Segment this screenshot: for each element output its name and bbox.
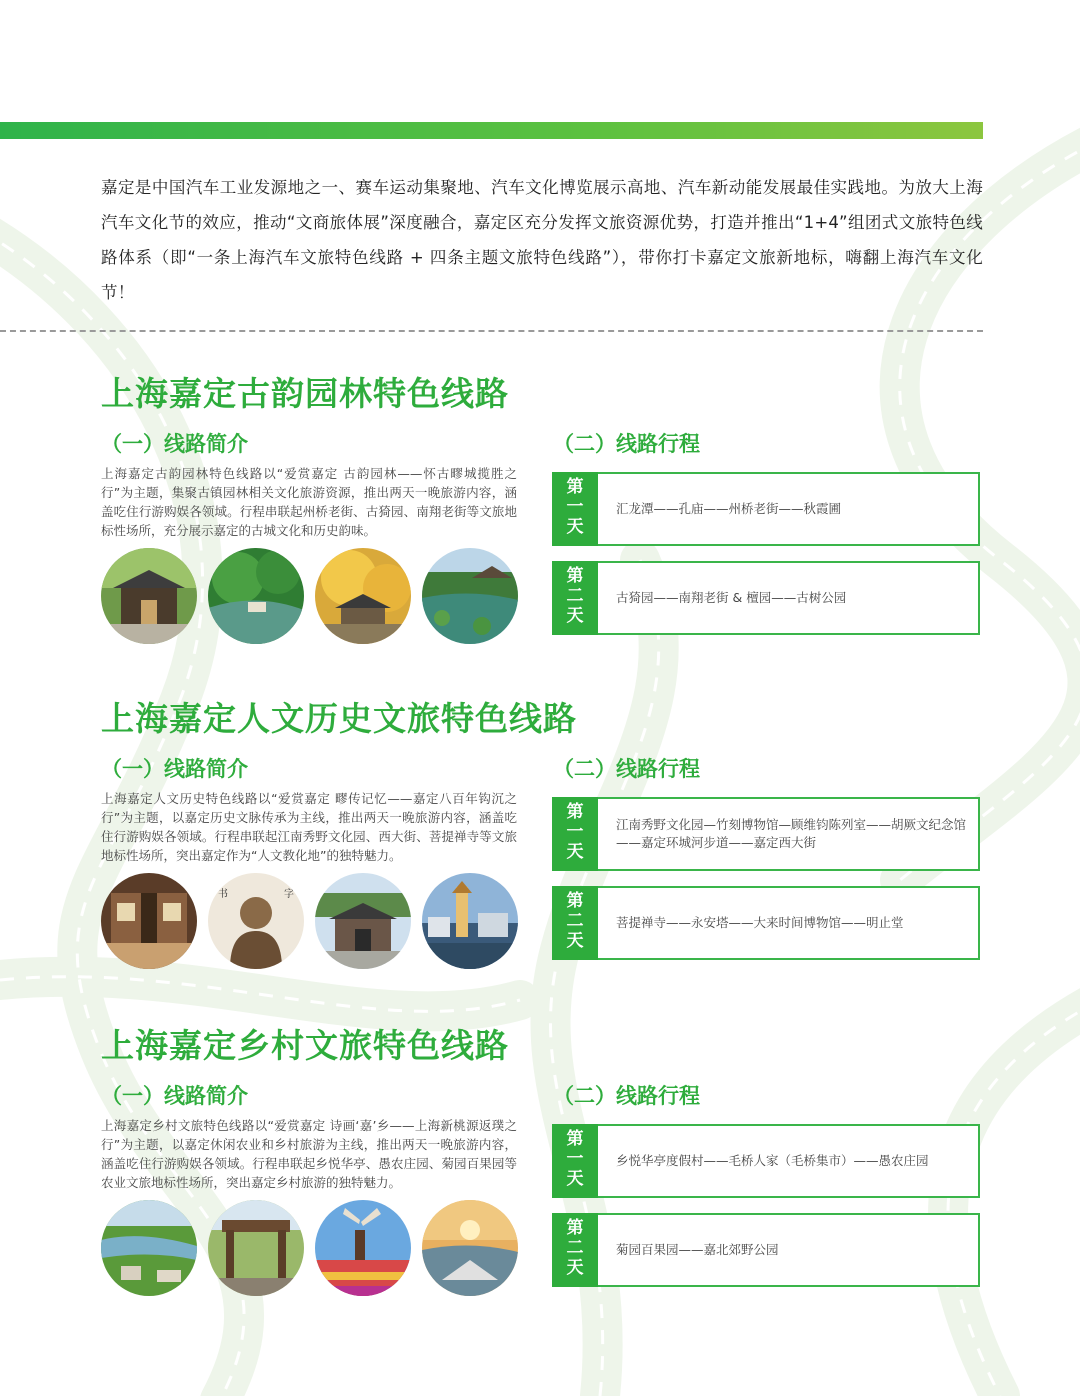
itinerary-day-2 [552, 561, 980, 635]
pagoda-city-photo [422, 873, 518, 969]
route-intro-heading: （一）线路简介 [101, 757, 248, 781]
dashed-divider [0, 330, 983, 332]
day-1-stops: 乡悦华亭度假村——毛桥人家（毛桥集市）——愚农庄园 [616, 1153, 929, 1168]
ginkgo-tree-photo [315, 548, 411, 644]
route-description: 上海嘉定乡村文旅特色线路以“爱赏嘉定 诗画‘嘉’乡——上海新桃源返璞之行”为主题，以嘉定休闲农业和乡村旅游为主线，推出两天一晚旅游内容，涵盖吃住行游购娱各领域。行程串联起乡悦华亭、愚农庄园、菊园百果园等农业文旅地标性场所，突出嘉定乡村旅游的独特魅力。 [101, 1118, 517, 1190]
route-description: 上海嘉定古韵园林特色线路以“爱赏嘉定 古韵园林——怀古疁城揽胜之行”为主题，集聚古镇园林相关文化旅游资源，推出两天一晚旅游内容，涵盖吃住行游购娱各领域。行程串联起州桥老街、古猗园、南翔老街等文旅地标性场所，充分展示嘉定的古城文化和历史韵味。 [101, 466, 517, 538]
lotus-pond-photo [422, 548, 518, 644]
day-2-label: 第 二 天 [552, 561, 598, 635]
windmill-tulip-photo [315, 1200, 411, 1296]
route-section-cultural-history [0, 693, 1080, 1013]
temple-gate-photo [315, 873, 411, 969]
day-2-stops: 古猗园——南翔老街 & 檀园——古树公园 [616, 590, 847, 605]
day-1-label: 第 一 天 [552, 797, 598, 871]
svg-text:字: 字 [284, 889, 294, 900]
day-1-label: 第 一 天 [552, 472, 598, 546]
itinerary-day-1 [552, 1124, 980, 1198]
route-intro-heading: （一）线路简介 [101, 432, 248, 456]
aerial-village-photo [101, 1200, 197, 1296]
route-photo-row [101, 873, 517, 969]
route-section-ancient-garden [0, 368, 1080, 688]
intro-paragraph: 嘉定是中国汽车工业发源地之一、赛车运动集聚地、汽车文化博览展示高地、汽车新动能发展最佳实践地。为放大上海汽车文化节的效应，推动“文商旅体展”深度融合，嘉定区充分发挥文旅资源优势，打造并推出“1+4”组团式文旅特色线路体系（即“一条上海汽车文旅特色线路 + 四条主题文旅特色线路”），带你打卡嘉定文旅新地标，嗨翻上海汽车文化节！ [101, 178, 983, 302]
itinerary-day-1 [552, 472, 980, 546]
wooden-gate-photo [208, 1200, 304, 1296]
top-green-bar [0, 122, 983, 139]
route-title: 上海嘉定古韵园林特色线路 [101, 374, 509, 413]
route-itinerary-heading: （二）线路行程 [553, 432, 700, 456]
garden-pond-photo [208, 548, 304, 644]
day-1-stops: 江南秀野文化园—竹刻博物馆—顾维钧陈列室——胡厥文纪念馆——嘉定环城河步道——嘉定西大街 [616, 817, 967, 850]
route-intro-heading: （一）线路简介 [101, 1084, 248, 1108]
itinerary-day-2 [552, 886, 980, 960]
route-section-rural [0, 1020, 1080, 1340]
day-1-label: 第 一 天 [552, 1124, 598, 1198]
route-itinerary-heading: （二）线路行程 [553, 1084, 700, 1108]
route-description: 上海嘉定人文历史特色线路以“爱赏嘉定 疁传记忆——嘉定八百年钩沉之行”为主题，以嘉定历史文脉传承为主线，推出两天一晚旅游内容，涵盖吃住行游购娱各领域。行程串联起江南秀野文化园、西大街、菩提禅寺等文旅地标性场所，突出嘉定作为“人文教化地”的独特魅力。 [101, 791, 517, 863]
sunset-wetland-photo [422, 1200, 518, 1296]
route-title: 上海嘉定人文历史文旅特色线路 [101, 699, 577, 738]
bronze-bust-photo [208, 873, 304, 969]
day-2-stops: 菊园百果园——嘉北郊野公园 [616, 1242, 779, 1257]
route-title: 上海嘉定乡村文旅特色线路 [101, 1026, 509, 1065]
route-photo-row [101, 548, 517, 644]
route-photo-row [101, 1200, 517, 1296]
museum-interior-photo [101, 873, 197, 969]
route-itinerary-heading: （二）线路行程 [553, 757, 700, 781]
day-2-label: 第 二 天 [552, 886, 598, 960]
itinerary-day-1 [552, 797, 980, 871]
svg-text:书: 书 [218, 889, 228, 900]
day-1-stops: 汇龙潭——孔庙——州桥老街——秋霞圃 [616, 501, 842, 516]
day-2-label: 第 二 天 [552, 1213, 598, 1287]
garden-hall-photo [101, 548, 197, 644]
day-2-stops: 菩提禅寺——永安塔——大来时间博物馆——明止堂 [616, 915, 904, 930]
itinerary-day-2 [552, 1213, 980, 1287]
